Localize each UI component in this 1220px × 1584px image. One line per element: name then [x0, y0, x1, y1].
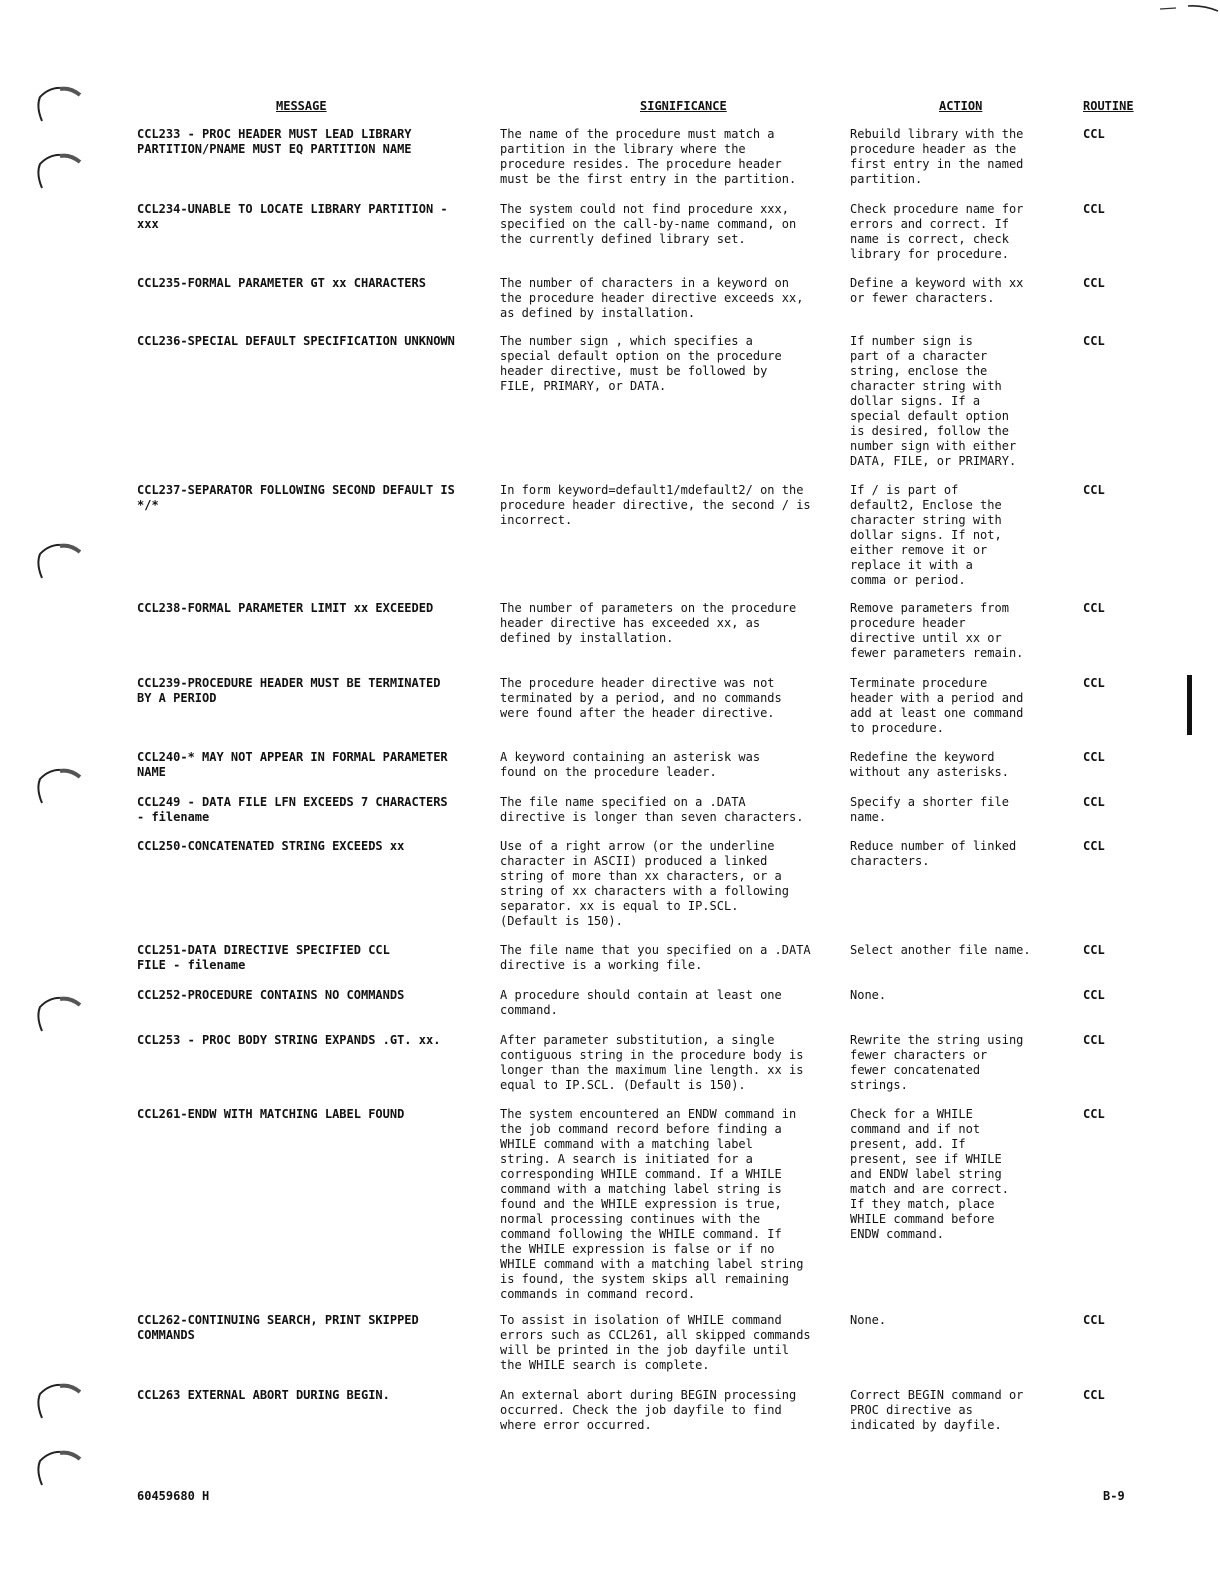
- message-text: CCL234-UNABLE TO LOCATE LIBRARY PARTITION - xxx: [137, 202, 448, 231]
- significance-text: In form keyword=default1/mdefault2/ on the procedure header directive, the second / is incorrect.: [500, 483, 811, 527]
- message-text: CCL253 - PROC BODY STRING EXPANDS .GT. xx.: [137, 1033, 441, 1047]
- significance-text: The file name that you specified on a .DATA directive is a working file.: [500, 943, 811, 972]
- action-text: Specify a shorter file name.: [850, 795, 1009, 824]
- routine-text: CCL: [1083, 795, 1105, 809]
- message-text: CCL240-* MAY NOT APPEAR IN FORMAL PARAMETER NAME: [137, 750, 448, 779]
- message-text: CCL236-SPECIAL DEFAULT SPECIFICATION UNKNOWN: [137, 334, 455, 348]
- significance-text: The number of parameters on the procedure header directive has exceeded xx, as defined by installation.: [500, 601, 797, 645]
- binder-hole-mark: [30, 83, 90, 133]
- routine-text: CCL: [1083, 988, 1105, 1002]
- significance-text: To assist in isolation of WHILE command errors such as CCL261, all skipped commands will be printed in the job dayfile until the WHILE search is complete.: [500, 1313, 811, 1372]
- action-text: None.: [850, 988, 887, 1002]
- binder-hole-mark: [30, 1380, 90, 1430]
- routine-text: CCL: [1083, 750, 1105, 764]
- significance-text: The number of characters in a keyword on the procedure header directive exceeds xx, as defined by installation.: [500, 276, 804, 320]
- binder-hole-mark: [30, 540, 90, 590]
- document-number: 60459680 H: [137, 1489, 210, 1503]
- routine-text: CCL: [1083, 276, 1105, 290]
- routine-text: CCL: [1083, 483, 1105, 497]
- significance-text: After parameter substitution, a single contiguous string in the procedure body is longer than the maximum line length. xx is equal to IP.SCL. (Default is 150).: [500, 1033, 804, 1092]
- significance-text: An external abort during BEGIN processing occurred. Check the job dayfile to find where error occurred.: [500, 1388, 797, 1432]
- routine-text: CCL: [1083, 601, 1105, 615]
- message-text: CCL262-CONTINUING SEARCH, PRINT SKIPPED COMMANDS: [137, 1313, 419, 1342]
- significance-text: The procedure header directive was not terminated by a period, and no commands were found after the header directive.: [500, 676, 782, 720]
- action-text: Rewrite the string using fewer characters or fewer concatenated strings.: [850, 1033, 1024, 1092]
- action-text: Check procedure name for errors and correct. If name is correct, check library for procedure.: [850, 202, 1024, 261]
- routine-text: CCL: [1083, 1107, 1105, 1121]
- routine-text: CCL: [1083, 1313, 1105, 1327]
- significance-text: The number sign , which specifies a special default option on the procedure header directive, must be followed by FILE, PRIMARY, or DATA.: [500, 334, 782, 393]
- binder-hole-mark: [30, 993, 90, 1043]
- message-text: CCL251-DATA DIRECTIVE SPECIFIED CCL FILE - filename: [137, 943, 390, 972]
- routine-text: CCL: [1083, 943, 1105, 957]
- action-text: Rebuild library with the procedure header as the first entry in the named partition.: [850, 127, 1024, 186]
- action-text: Correct BEGIN command or PROC directive as indicated by dayfile.: [850, 1388, 1024, 1432]
- change-bar: [1187, 675, 1192, 735]
- action-text: None.: [850, 1313, 887, 1327]
- message-text: CCL239-PROCEDURE HEADER MUST BE TERMINATED BY A PERIOD: [137, 676, 441, 705]
- message-text: CCL233 - PROC HEADER MUST LEAD LIBRARY PARTITION/PNAME MUST EQ PARTITION NAME: [137, 127, 412, 156]
- message-text: CCL238-FORMAL PARAMETER LIMIT xx EXCEEDED: [137, 601, 434, 615]
- action-text: Remove parameters from procedure header directive until xx or fewer parameters remain.: [850, 601, 1024, 660]
- message-text: CCL250-CONCATENATED STRING EXCEEDS xx: [137, 839, 405, 853]
- column-header-action: ACTION: [939, 99, 983, 113]
- routine-text: CCL: [1083, 202, 1105, 216]
- significance-text: A keyword containing an asterisk was found on the procedure leader.: [500, 750, 761, 779]
- action-text: Reduce number of linked characters.: [850, 839, 1017, 868]
- significance-text: The name of the procedure must match a partition in the library where the procedure resides. The procedure header must be the first entry in the partition.: [500, 127, 797, 186]
- routine-text: CCL: [1083, 334, 1105, 348]
- action-text: Redefine the keyword without any asterisks.: [850, 750, 1009, 779]
- binder-hole-mark: [30, 150, 90, 200]
- column-header-message: MESSAGE: [276, 99, 327, 113]
- significance-text: The system encountered an ENDW command in the job command record before finding a WHILE command with a matching label string. A search is initiated for a corresponding WHILE command. If a WHILE command with a matching label string is found and the WHILE expression is true, normal processing continues with the command following the WHILE command. If the WHILE expression is false or if no WHILE command with a matching label string is found, the system skips all remaining commands in command record.: [500, 1107, 804, 1301]
- significance-text: Use of a right arrow (or the underline character in ASCII) produced a linked string of more than xx characters, or a string of xx characters with a following separator. xx is equal to IP.SCL. (Default is 150).: [500, 839, 789, 928]
- routine-text: CCL: [1083, 1033, 1105, 1047]
- significance-text: The file name specified on a .DATA directive is longer than seven characters.: [500, 795, 804, 824]
- action-text: Define a keyword with xx or fewer characters.: [850, 276, 1024, 305]
- binder-hole-mark: [30, 765, 90, 815]
- routine-text: CCL: [1083, 676, 1105, 690]
- column-header-significance: SIGNIFICANCE: [640, 99, 727, 113]
- action-text: If number sign is part of a character string, enclose the character string with dollar signs. If a special default option is desired, follow the number sign with either DATA, FILE, or PRIMARY.: [850, 334, 1017, 468]
- corner-mark: [1158, 0, 1220, 12]
- binder-hole-mark: [30, 1447, 90, 1497]
- routine-text: CCL: [1083, 127, 1105, 141]
- action-text: Terminate procedure header with a period and add at least one command to procedure.: [850, 676, 1024, 735]
- significance-text: The system could not find procedure xxx, specified on the call-by-name command, on the currently defined library set.: [500, 202, 797, 246]
- action-text: Check for a WHILE command and if not present, add. If present, see if WHILE and ENDW label string match and are correct. If they match, place WHILE command before ENDW command.: [850, 1107, 1009, 1241]
- significance-text: A procedure should contain at least one command.: [500, 988, 782, 1017]
- message-text: CCL261-ENDW WITH MATCHING LABEL FOUND: [137, 1107, 405, 1121]
- message-text: CCL252-PROCEDURE CONTAINS NO COMMANDS: [137, 988, 405, 1002]
- message-text: CCL235-FORMAL PARAMETER GT xx CHARACTERS: [137, 276, 426, 290]
- message-text: CCL249 - DATA FILE LFN EXCEEDS 7 CHARACTERS - filename: [137, 795, 448, 824]
- action-text: If / is part of default2, Enclose the character string with dollar signs. If not, either remove it or replace it with a comma or period.: [850, 483, 1002, 587]
- routine-text: CCL: [1083, 839, 1105, 853]
- message-text: CCL263 EXTERNAL ABORT DURING BEGIN.: [137, 1388, 390, 1402]
- routine-text: CCL: [1083, 1388, 1105, 1402]
- column-header-routine: ROUTINE: [1083, 99, 1134, 113]
- message-text: CCL237-SEPARATOR FOLLOWING SECOND DEFAULT IS */*: [137, 483, 455, 512]
- action-text: Select another file name.: [850, 943, 1031, 957]
- page-number: B-9: [1103, 1489, 1125, 1503]
